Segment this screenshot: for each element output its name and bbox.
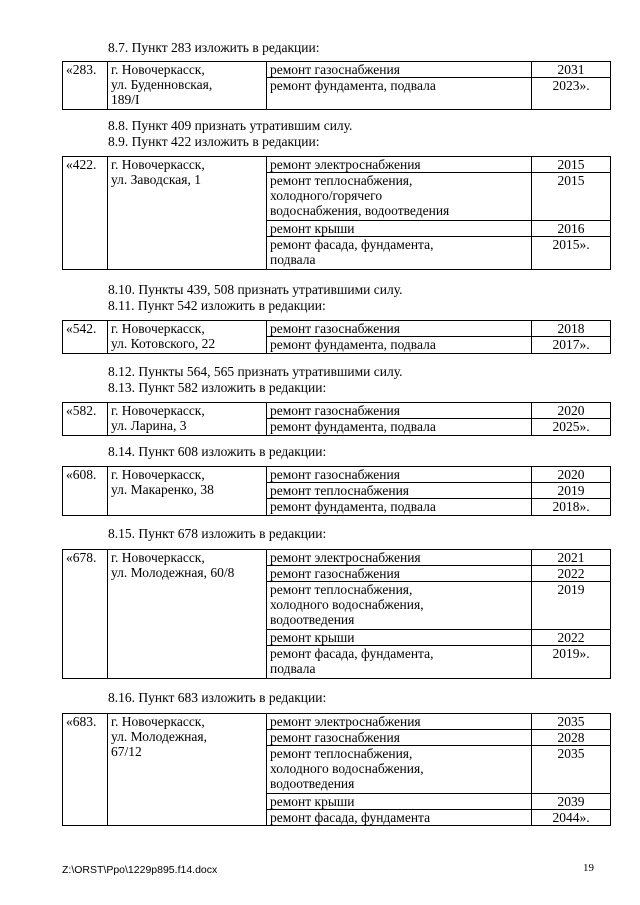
- year-cell: 2016: [532, 221, 611, 237]
- repair-work-cell: ремонт газоснабжения: [267, 566, 532, 582]
- amendment-table: [62, 61, 611, 110]
- year-cell: 2015: [532, 173, 611, 221]
- table-row: [63, 157, 611, 173]
- repair-work-cell: ремонт теплоснабжения, холодного водоснабжения, водоотведения: [267, 582, 532, 630]
- year-cell: 2019: [532, 582, 611, 630]
- amendment-paragraph: 8.12. Пункты 564, 565 признать утратившими силу.: [108, 364, 403, 379]
- year-cell: 2018: [532, 321, 611, 337]
- repair-work-cell: ремонт электроснабжения: [267, 157, 532, 173]
- repair-work-cell: ремонт теплоснабжения: [267, 483, 532, 499]
- year-cell: 2023».: [532, 78, 611, 110]
- item-number-cell: «683.: [63, 714, 108, 826]
- repair-work-cell: ремонт фасада, фундамента, подвала: [267, 646, 532, 679]
- item-number-cell: «678.: [63, 550, 108, 679]
- amendment-table: [62, 156, 611, 270]
- year-cell: 2019».: [532, 646, 611, 679]
- amendment-paragraph: 8.8. Пункт 409 признать утратившим силу.: [108, 118, 353, 133]
- address-cell: г. Новочеркасск, ул. Молодежная, 67/12: [108, 714, 267, 826]
- year-cell: 2039: [532, 794, 611, 810]
- repair-work-cell: ремонт теплоснабжения, холодного водоснабжения, водоотведения: [267, 746, 532, 794]
- amendment-table: [62, 320, 611, 354]
- amendment-table: [62, 713, 611, 826]
- amendment-paragraph: 8.9. Пункт 422 изложить в редакции:: [108, 134, 320, 149]
- year-cell: 2035: [532, 714, 611, 730]
- year-cell: 2020: [532, 467, 611, 483]
- amendment-paragraph: 8.13. Пункт 582 изложить в редакции:: [108, 380, 327, 395]
- year-cell: 2028: [532, 730, 611, 746]
- repair-work-cell: ремонт фасада, фундамента: [267, 810, 532, 826]
- table-row: [63, 403, 611, 419]
- repair-work-cell: ремонт теплоснабжения, холодного/горячего водоснабжения, водоотведения: [267, 173, 532, 221]
- year-cell: 2022: [532, 630, 611, 646]
- amendment-paragraph: 8.14. Пункт 608 изложить в редакции:: [108, 444, 327, 459]
- repair-work-cell: ремонт газоснабжения: [267, 403, 532, 419]
- year-cell: 2031: [532, 62, 611, 78]
- repair-work-cell: ремонт фундамента, подвала: [267, 337, 532, 354]
- table-row: [63, 467, 611, 483]
- table-row: [63, 62, 611, 78]
- repair-work-cell: ремонт крыши: [267, 221, 532, 237]
- repair-work-cell: ремонт крыши: [267, 794, 532, 810]
- repair-work-cell: ремонт электроснабжения: [267, 550, 532, 566]
- year-cell: 2015».: [532, 237, 611, 270]
- item-number-cell: «542.: [63, 321, 108, 354]
- address-cell: г. Новочеркасск, ул. Молодежная, 60/8: [108, 550, 267, 679]
- repair-work-cell: ремонт фундамента, подвала: [267, 78, 532, 110]
- item-number-cell: «608.: [63, 467, 108, 516]
- repair-work-cell: ремонт газоснабжения: [267, 467, 532, 483]
- footer-page-number: 19: [583, 862, 594, 874]
- address-cell: г. Новочеркасск, ул. Буденновская, 189/I: [108, 62, 267, 110]
- repair-work-cell: ремонт фасада, фундамента, подвала: [267, 237, 532, 270]
- repair-work-cell: ремонт фундамента, подвала: [267, 419, 532, 436]
- year-cell: 2015: [532, 157, 611, 173]
- repair-work-cell: ремонт газоснабжения: [267, 730, 532, 746]
- item-number-cell: «283.: [63, 62, 108, 110]
- amendment-table: [62, 549, 611, 679]
- year-cell: 2018».: [532, 499, 611, 516]
- amendment-paragraph: 8.15. Пункт 678 изложить в редакции:: [108, 526, 327, 541]
- repair-work-cell: ремонт газоснабжения: [267, 321, 532, 337]
- table-row: [63, 714, 611, 730]
- address-cell: г. Новочеркасск, ул. Ларина, 3: [108, 403, 267, 436]
- table-row: [63, 321, 611, 337]
- address-cell: г. Новочеркасск, ул. Макаренко, 38: [108, 467, 267, 516]
- address-cell: г. Новочеркасск, ул. Котовского, 22: [108, 321, 267, 354]
- address-cell: г. Новочеркасск, ул. Заводская, 1: [108, 157, 267, 270]
- amendment-table: [62, 466, 611, 516]
- year-cell: 2021: [532, 550, 611, 566]
- year-cell: 2017».: [532, 337, 611, 354]
- year-cell: 2020: [532, 403, 611, 419]
- repair-work-cell: ремонт крыши: [267, 630, 532, 646]
- year-cell: 2025».: [532, 419, 611, 436]
- year-cell: 2035: [532, 746, 611, 794]
- item-number-cell: «422.: [63, 157, 108, 270]
- amendment-paragraph: 8.16. Пункт 683 изложить в редакции:: [108, 690, 327, 705]
- year-cell: 2044».: [532, 810, 611, 826]
- amendment-table: [62, 402, 611, 436]
- year-cell: 2022: [532, 566, 611, 582]
- repair-work-cell: ремонт электроснабжения: [267, 714, 532, 730]
- table-row: [63, 550, 611, 566]
- amendment-paragraph: 8.10. Пункты 439, 508 признать утратившими силу.: [108, 282, 403, 297]
- footer-file-path: Z:\ORST\Ppo\1229p895.f14.docx: [62, 864, 218, 876]
- item-number-cell: «582.: [63, 403, 108, 436]
- amendment-paragraph: 8.11. Пункт 542 изложить в редакции:: [108, 298, 326, 313]
- repair-work-cell: ремонт газоснабжения: [267, 62, 532, 78]
- repair-work-cell: ремонт фундамента, подвала: [267, 499, 532, 516]
- year-cell: 2019: [532, 483, 611, 499]
- amendment-paragraph: 8.7. Пункт 283 изложить в редакции:: [108, 40, 320, 55]
